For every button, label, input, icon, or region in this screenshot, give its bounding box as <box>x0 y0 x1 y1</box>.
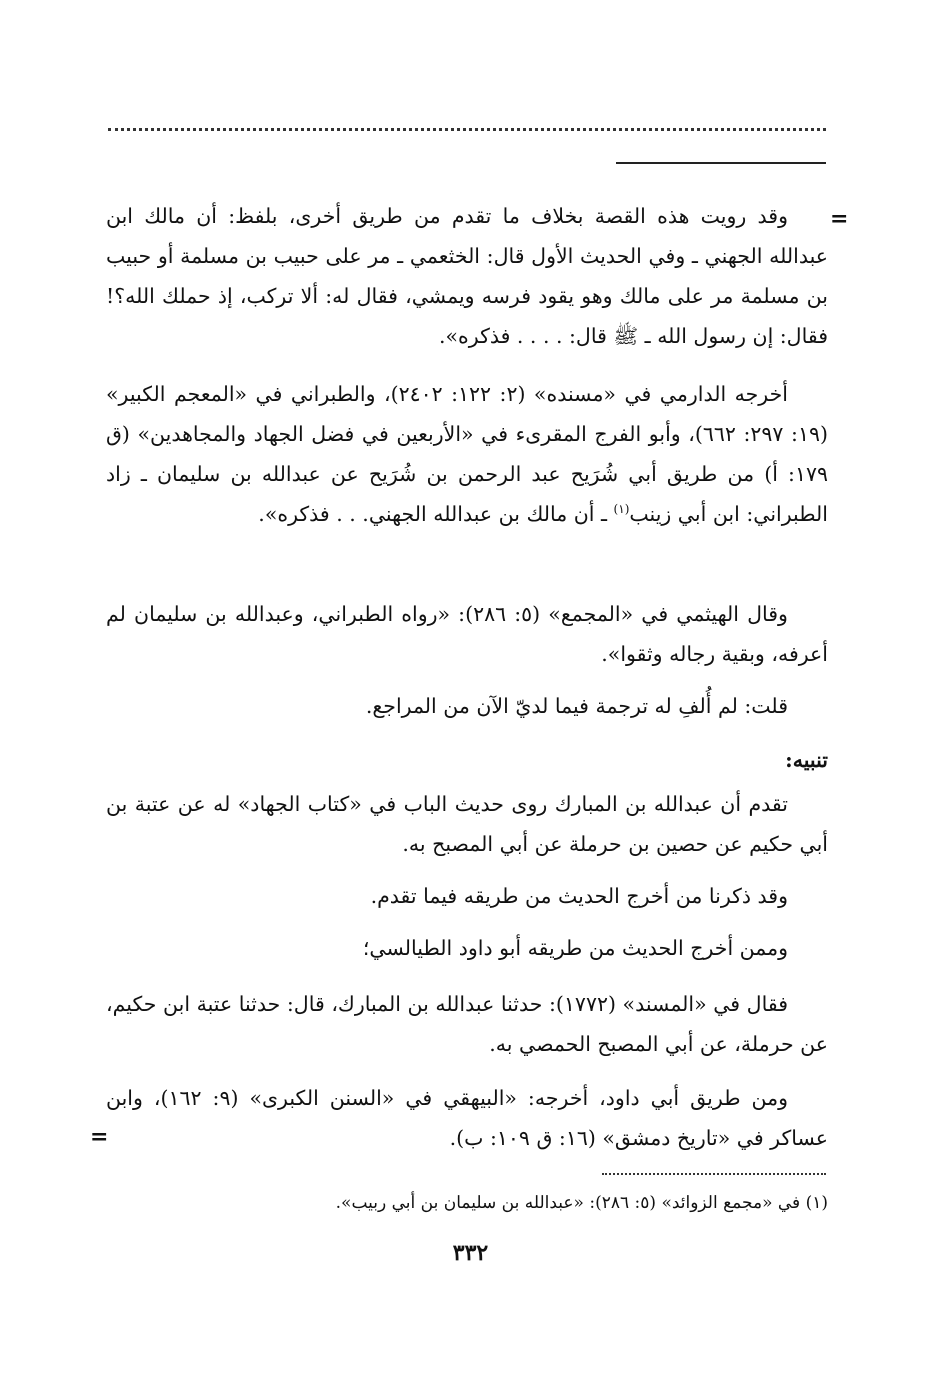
paragraph-2-text-b: ـ أن مالك بن عبدالله الجهني. . . فذكره». <box>258 502 614 526</box>
footnote-separator <box>602 1173 826 1175</box>
footnote-marker: (١) <box>613 502 630 517</box>
paragraph-8-block <box>106 984 828 1064</box>
paragraph-2 <box>106 374 828 534</box>
paragraph-9: ومن طريق أبي داود، أخرجه: «البيهقي في «السنن الكبرى» (٩: ١٦٢)، وابن عساكر في «تاريخ دمشق» (١٦: ق ١٠٩: ب). <box>106 1086 828 1150</box>
section-heading: تنبيه: <box>785 748 828 772</box>
continuation-mark-top: = <box>830 206 849 232</box>
paragraph-1: وقد رويت هذه القصة بخلاف ما تقدم من طريق أخرى، بلفظ: أن مالك ابن عبدالله الجهني ـ وفي الحديث الأول قال: الخثعمي ـ مر على حبيب بن مسلمة أو حبيب بن مسلمة مر على مالك وهو يقود فرسه ويمشي، فقال له: ألا تركب، إذ حملك الله؟! فقال: إن رسول الله ـ ﷺ قال: . . . . فذكره». <box>106 204 828 348</box>
page-number: ٣٣٢ <box>452 1240 489 1266</box>
paragraph-3-block <box>106 594 828 674</box>
paragraph-2-text-a: أخرجه الدارمي في «مسنده» (٢: ١٢٢: ٢٤٠٢)، والطبراني في «المعجم الكبير» (١٩: ٢٩٧: ٦٦٢)، وأبو الفرج المقرىء في «الأربعين في فضل الجهاد والمجاهدين» (ق ١٧٩: أ) من طريق أبي شُرَيح عبد الرحمن بن شُرَيح عن عبدالله بن سليمان ـ زاد الطبراني: ابن أبي زينب <box>106 382 828 526</box>
paragraph-5: تقدم أن عبدالله بن المبارك روى حديث الباب في «كتاب الجهاد» له عن عتبة بن أبي حكيم عن حصين بن حرملة عن أبي المصبح به. <box>106 792 828 856</box>
header-short-rule <box>616 162 826 164</box>
paragraph-6: وقد ذكرنا من أخرج الحديث من طريقه فيما تقدم. <box>370 884 788 908</box>
paragraph-7-block <box>106 928 828 968</box>
paragraph-4: قلت: لم أُلفِ له ترجمة فيما لديّ الآن من المراجع. <box>365 694 788 718</box>
paragraph-7: وممن أخرج الحديث من طريقه أبو داود الطيالسي؛ <box>362 936 788 960</box>
paragraph-5-block <box>106 784 828 864</box>
header-dotted-rule <box>108 128 826 131</box>
footnote: (١) في «مجمع الزوائد» (٥: ٢٨٦): «عبدالله بن سليمان بن أبي ربيب». <box>335 1193 828 1213</box>
continuation-mark-bottom: = <box>90 1124 109 1150</box>
paragraph-2-block <box>106 374 828 534</box>
paragraph-8: فقال في «المسند» (١٧٧٢): حدثنا عبدالله بن المبارك، قال: حدثنا عتبة ابن حكيم، عن حرملة، عن أبي المصبح الحمصي به. <box>106 992 828 1056</box>
paragraph-1-block <box>106 196 828 356</box>
paragraph-3: وقال الهيثمي في «المجمع» (٥: ٢٨٦): «رواه الطبراني، وعبدالله بن سليمان لم أعرفه، وبقية رجاله وثقوا». <box>106 602 828 666</box>
paragraph-4-block <box>106 686 828 726</box>
paragraph-9-block <box>106 1078 828 1158</box>
paragraph-6-block <box>106 876 828 916</box>
